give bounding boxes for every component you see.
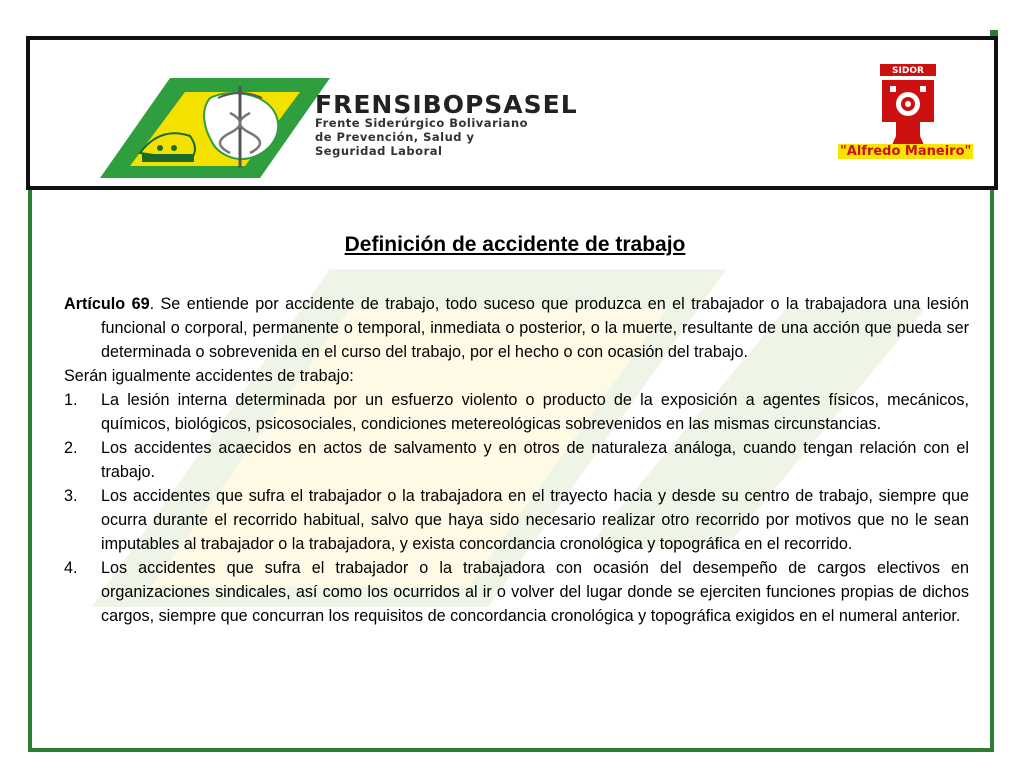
article-label: Artículo 69 (64, 295, 150, 313)
list-item-text: Los accidentes que sufra el trabajador o la trabajadora con ocasión del desempeño de cargos electivos en organizaciones sindicales, así como los ocurridos al ir o volver del lugar donde se ejerciten funciones propias de dichos cargos, siempre que concurran los requisitos de concordancia cronológica y topográfica exigidos en el numeral anterior. (101, 559, 969, 625)
header-banner (26, 36, 998, 190)
intro-text: Serán igualmente accidentes de trabajo: (64, 367, 354, 385)
accident-list (64, 388, 969, 628)
list-item (64, 484, 969, 556)
article-text: . Se entiende por accidente de trabajo, todo suceso que produzca en el trabajador o la trabajadora una lesión funcional o corporal, permanente o temporal, inmediata o posterior, o la muerte, resultante de una acción que pueda ser determinada o sobrevenida en el curso del trabajo, por el hecho o con ocasión del trabajo. (101, 295, 969, 361)
frensibopsasel-logo (100, 58, 330, 188)
list-item (64, 388, 969, 436)
list-item-number: 3. (64, 487, 78, 505)
org-subtitle-line-1: Frente Siderúrgico Bolivariano (315, 116, 529, 130)
list-item-number: 2. (64, 439, 78, 457)
document-body (64, 292, 969, 628)
sidor-logo-text: SIDOR (892, 66, 924, 76)
list-item-text: Los accidentes acaecidos en actos de salvamento y en otros de naturaleza análoga, cuando tengan relación con el trabajo. (101, 439, 969, 481)
sidor-caption: "Alfredo Maneiro" (840, 144, 972, 159)
list-item (64, 436, 969, 484)
page-title: Definición de accidente de trabajo (344, 233, 686, 256)
org-subtitle-line-3: Seguridad Laboral (315, 144, 443, 158)
list-item-text: Los accidentes que sufra el trabajador o la trabajadora en el trayecto hacia y desde su centro de trabajo, siempre que ocurra durante el recorrido habitual, salvo que haya sido necesario realizar otro recorrido por motivos que no le sean imputables al trabajador o la trabajadora, y exista concordancia cronológica y topográfica en el recorrido. (101, 487, 969, 553)
list-item-number: 1. (64, 391, 78, 409)
list-item-number: 4. (64, 559, 78, 577)
article-paragraph (64, 292, 969, 364)
list-item-text: La lesión interna determinada por un esfuerzo violento o producto de la exposición a agentes físicos, mecánicos, químicos, biológicos, psicosociales, condiciones metereológicas sobrevenidos en las mismas circunstancias. (101, 391, 969, 433)
org-name: FRENSIBOPSASEL (315, 90, 578, 119)
org-subtitle-line-2: de Prevención, Salud y (315, 130, 475, 144)
list-item (64, 556, 969, 628)
